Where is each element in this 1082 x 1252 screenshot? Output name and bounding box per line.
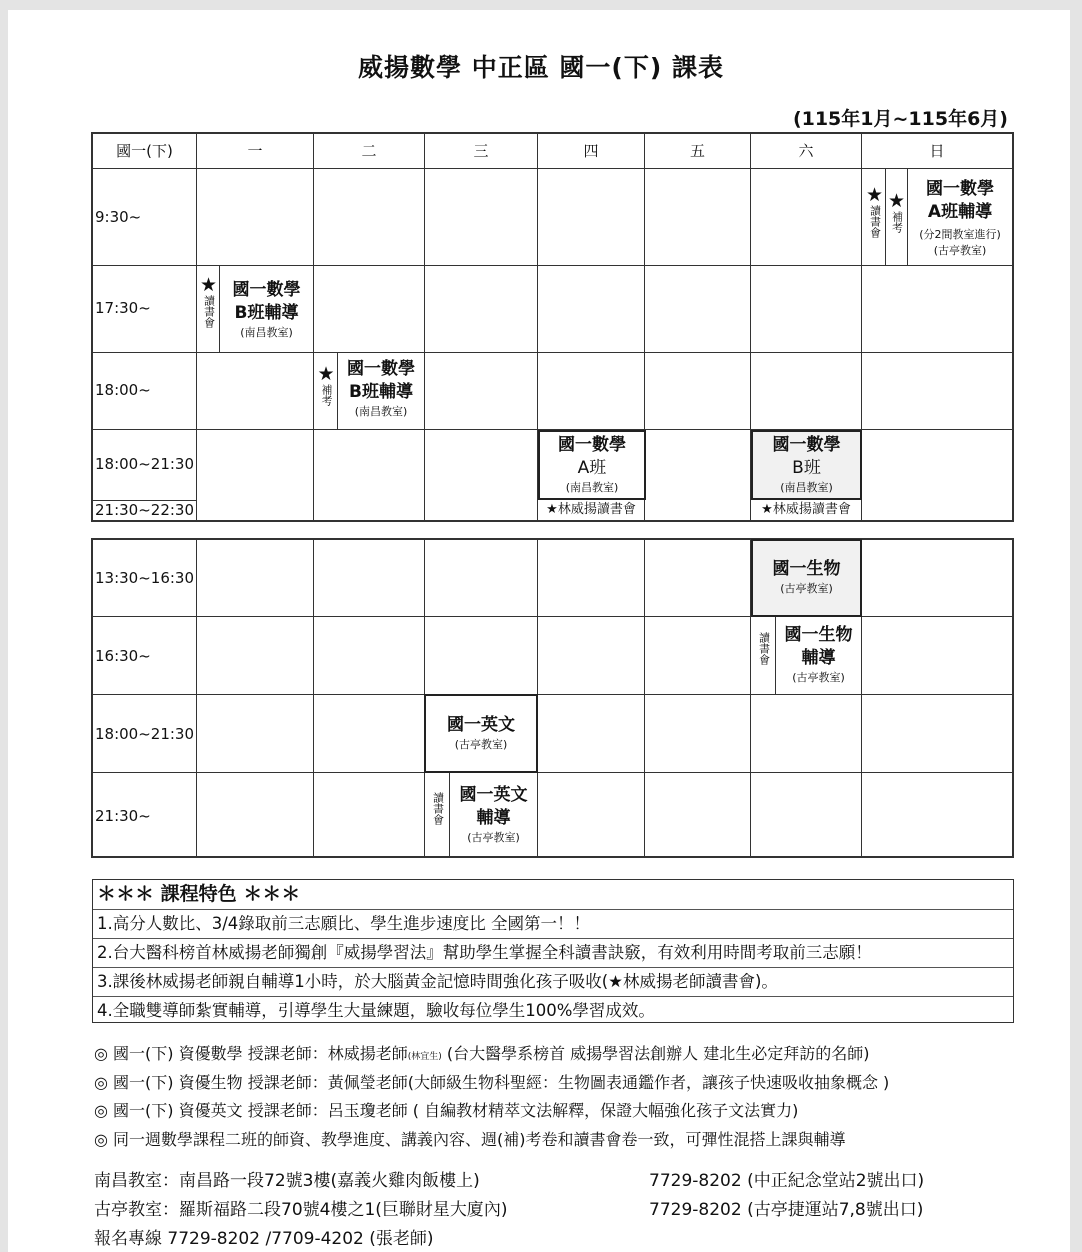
header-day-mon: 一 [247,142,263,160]
study-group-thu: ★林威揚讀書會 [546,502,636,517]
course-room: (南昌教室) [565,481,619,494]
makeup-exam-tag: ★ 補考 [887,190,906,233]
course-room: (古亭教室) [467,831,520,844]
course-room: (南昌教室) [780,481,833,494]
feature-item: 2.台大醫科榜首林威揚老師獨創『威揚學習法』幫助學生掌握全科讀書訣竅，有效利用時間考取前三志願！ [93,938,1013,967]
course-name: 國一生物 [772,559,841,579]
makeup-exam-tag: ★ 補考 [317,363,335,406]
course-features-box [92,879,1014,1023]
teacher-line-english: ◎ 國一(下) 資優英文 授課老師：呂玉瓊老師 ( 自編教材精萃文法解釋，保證大幅強化孩子文法實力) [94,1101,799,1120]
star-icon: ★ [199,274,218,296]
course-name: 國一數學 [558,435,626,455]
study-group-tag: 讀書會 [757,632,771,665]
course-name: 國一英文 [459,785,528,805]
course-class: A班輔導 [927,202,993,222]
class-sat-math-b [751,430,862,500]
feature-item: 1.高分人數比、3/4錄取前三志願比、學生進步速度比 全國第一！！ [93,909,1013,938]
course-room: (古亭教室) [792,671,845,684]
star-icon: ★ [865,184,884,206]
course-note: (分2間教室進行) [919,228,1001,241]
course-room: (古亭教室) [454,738,508,751]
guting-address: 古亭教室：羅斯福路二段70號4樓之1(巨聯財星大廈內) [94,1200,508,1220]
class-sat-biology [751,539,862,617]
header-day-thu: 四 [583,142,599,160]
feature-item: 3.課後林威揚老師親自輔導1小時，於大腦黃金記憶時間強化孩子吸收(★林威揚老師讀書會)。 [93,967,1013,996]
header-day-tue: 二 [361,142,377,160]
header-corner: 國一(下) [116,142,173,160]
nanchang-address: 南昌教室：南昌路一段72號3樓(嘉義火雞肉飯樓上) [94,1171,480,1191]
course-room: (南昌教室) [240,326,293,339]
nanchang-phone: 7729-8202 (中正紀念堂站2號出口) [649,1171,925,1191]
header-day-sat: 六 [798,142,814,160]
teacher-line-note: ◎ 同一週數學課程二班的師資、教學進度、講義內容、週(補)考卷和讀書會卷一致，可彈性混搭上課與輔導 [94,1130,846,1149]
time-label: 17:30~ [95,299,151,317]
feature-item: 4.全職雙導師紮實輔導，引導學生大量練題，驗收每位學生100%學習成效。 [93,996,1013,1025]
term-period: (115年1月~115年6月) [792,108,1008,130]
header-day-fri: 五 [689,142,705,160]
course-class: B班輔導 [234,303,299,323]
course-name: 國一數學 [772,435,841,455]
time-label: 18:00~21:30 [95,455,195,473]
course-room: (南昌教室) [354,405,408,418]
course-name: 國一數學 [347,359,415,379]
course-class: B班輔導 [349,382,413,402]
time-label: 21:30~22:30 [95,501,195,519]
course-name: 國一生物 [784,625,853,645]
class-thu-math-a [538,430,646,500]
teacher-line-biology: ◎ 國一(下) 資優生物 授課老師：黃佩瑩老師(大師級生物科聖經：生物圖表通鑑作者，讓孩子快速吸收抽象概念 ) [94,1073,890,1092]
time-label: 18:00~ [95,381,151,399]
teacher-line-math: ◎ 國一(下) 資優數學 授課老師：林威揚老師(林宜生) (台大醫學系榜首 威揚學習法創辦人 建北生必定拜訪的名師) [94,1044,870,1063]
time-label: 13:30~16:30 [95,569,195,587]
course-class: B班 [792,458,821,478]
header-day-sun: 日 [929,142,945,160]
time-label: 9:30~ [95,208,142,226]
study-group-tag: 讀書會 [431,792,445,825]
study-group-sat: ★林威揚讀書會 [761,502,851,517]
time-label: 16:30~ [95,647,151,665]
course-class: 輔導 [476,808,511,828]
course-class: 輔導 [801,648,836,668]
registration-hotline: 報名專線 7729-8202 /7709-4202 (張老師) [94,1229,434,1249]
study-group-tag: ★ 讀書會 [199,274,218,328]
time-label: 21:30~ [95,807,151,825]
course-name: 國一數學 [232,280,301,300]
star-icon: ★ [887,190,906,212]
course-name: 國一英文 [447,715,515,735]
course-room: (古亭教室) [933,244,987,257]
course-room: (古亭教室) [780,582,833,595]
time-label: 18:00~21:30 [95,725,195,743]
course-name: 國一數學 [926,179,994,199]
header-day-wed: 三 [473,142,489,160]
guting-phone: 7729-8202 (古亭捷運站7,8號出口) [649,1200,924,1220]
course-class: A班 [577,458,607,478]
page-title: 威揚數學 中正區 國一(下) 課表 [358,53,724,82]
class-wed-english [424,694,538,773]
study-group-tag: ★ 讀書會 [865,184,884,238]
features-heading: ＊＊＊ 課程特色 ＊＊＊ [97,883,301,905]
star-icon: ★ [317,363,335,385]
